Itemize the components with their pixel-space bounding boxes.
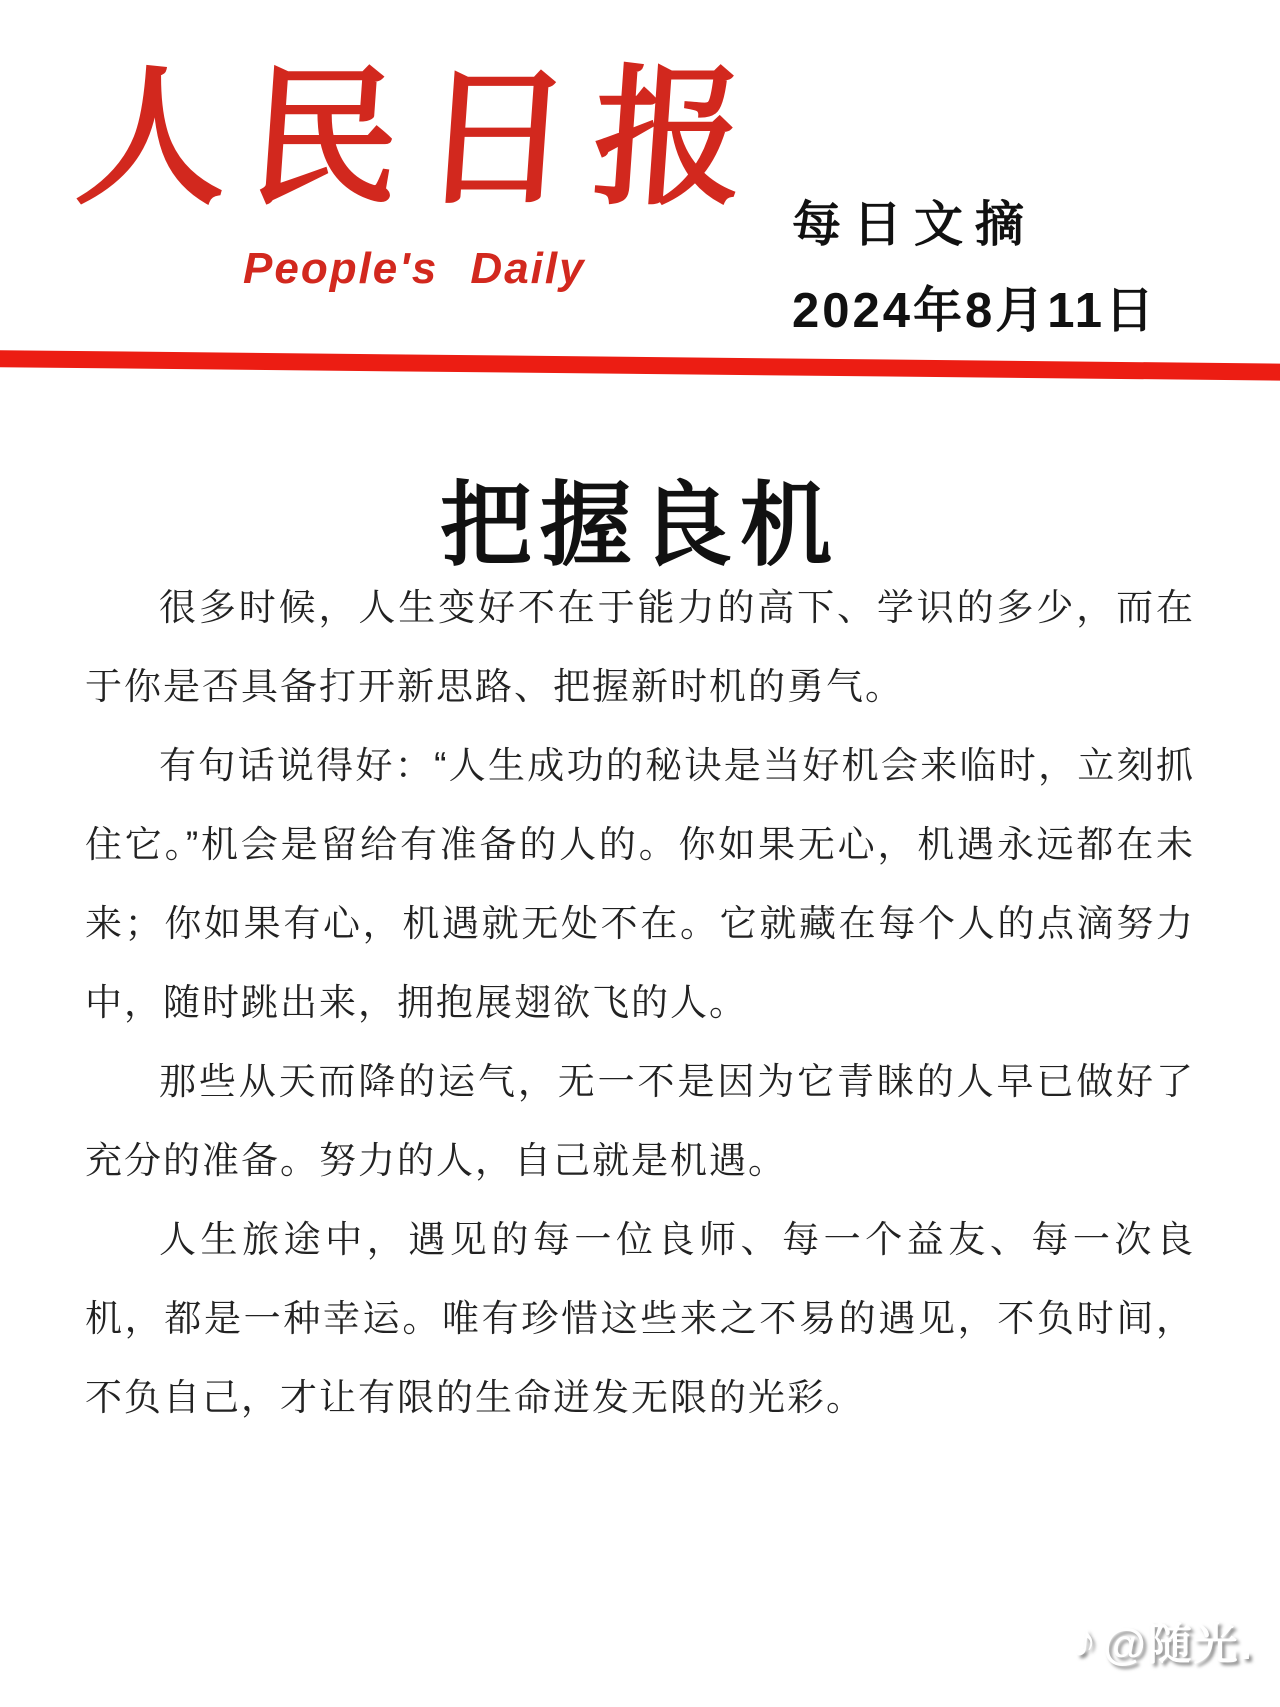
masthead-brand-english: People's Daily bbox=[243, 244, 586, 293]
article-title: 把握良机 bbox=[439, 475, 840, 577]
article-paragraph: 很多时候，人生变好不在于能力的高下、学识的多少，而在于你是否具备打开新思路、把握新时机的勇气。 bbox=[85, 587, 1195, 707]
article-paragraph: 有句话说得好：“人生成功的秘诀是当好机会来临时，立刻抓住它。”机会是留给有准备的人的。你如果无心，机遇永远都在未来；你如果有心，机遇就无处不在。它就藏在每个人的点滴努力中，随时跳出来，拥抱展翅欲飞的人。 bbox=[85, 745, 1195, 1023]
watermark-handle: @随光. bbox=[1102, 1620, 1254, 1669]
douyin-music-note-icon: ♪ bbox=[1071, 1614, 1102, 1666]
red-divider-rule bbox=[0, 350, 1280, 381]
issue-date: 2024年8月11日 bbox=[792, 284, 1158, 338]
watermark bbox=[1071, 1608, 1254, 1672]
article-paragraph: 那些从天而降的运气，无一不是因为它青睐的人早已做好了充分的准备。努力的人，自己就是机遇。 bbox=[85, 1061, 1195, 1181]
article-paragraph: 人生旅途中，遇见的每一位良师、每一个益友、每一次良机，都是一种幸运。唯有珍惜这些来之不易的遇见，不负时间，不负自己，才让有限的生命迸发无限的光彩。 bbox=[85, 1219, 1195, 1418]
column-label: 每日文摘 bbox=[792, 198, 1037, 252]
article-body bbox=[85, 568, 1195, 1437]
masthead-brand-chinese: 人民日报 bbox=[72, 54, 772, 222]
issue-block bbox=[792, 186, 1157, 342]
